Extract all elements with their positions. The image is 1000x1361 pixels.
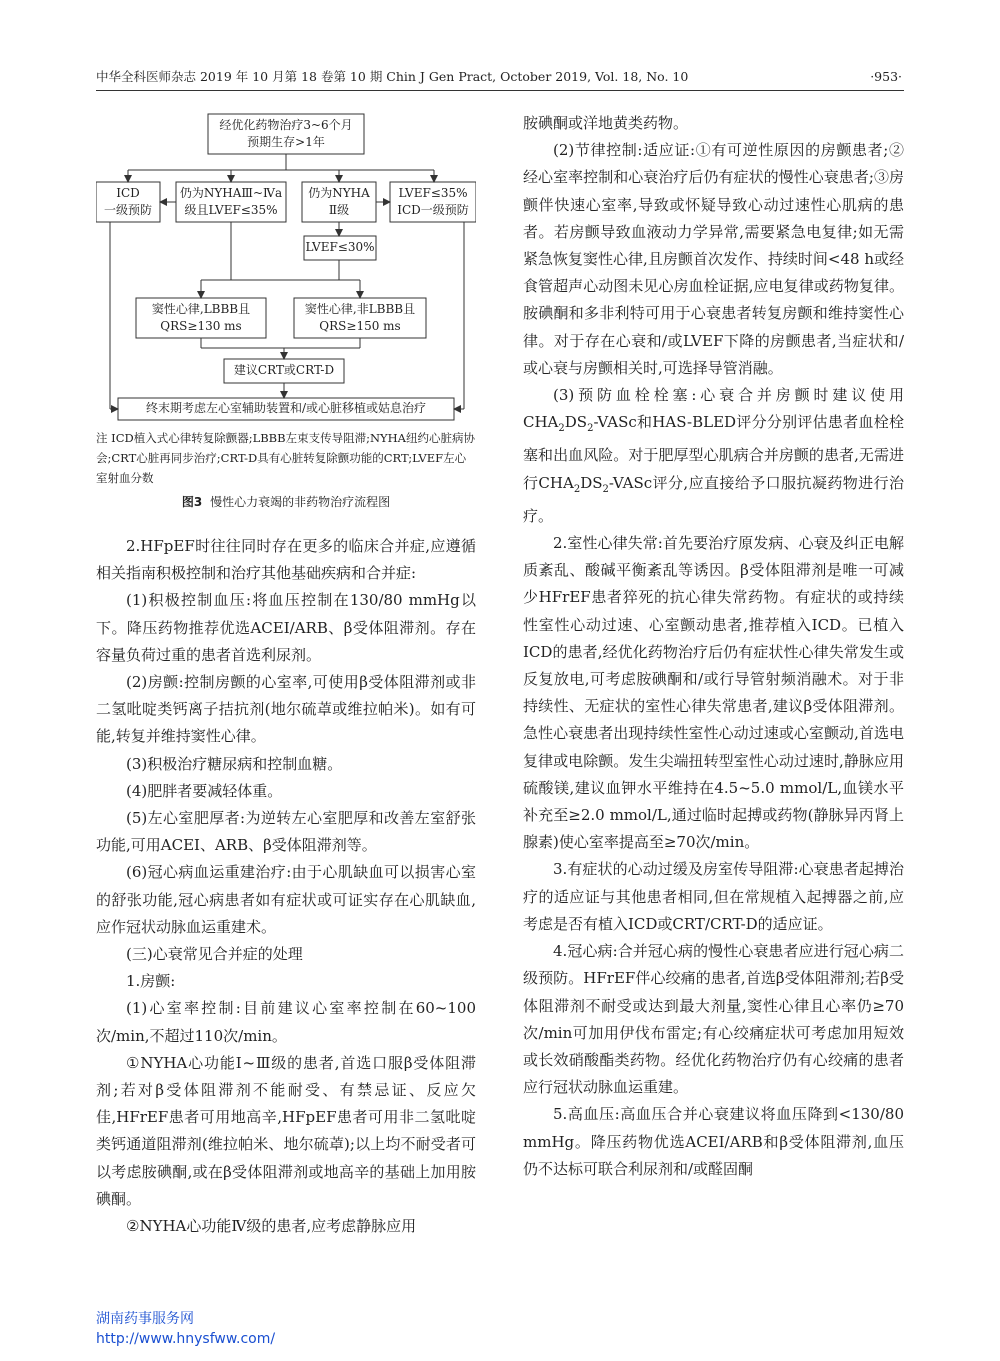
watermark-url[interactable]: http://www.hnysfww.com/ — [96, 1331, 276, 1347]
box-line: 级且LVEF≤35% — [184, 203, 278, 217]
box-icd-primary — [96, 185, 160, 219]
right-column — [523, 110, 904, 1183]
subscript: 2 — [573, 483, 581, 495]
paragraph: (2)节律控制:适应证:①有可逆性原因的房颤患者;②经心室率控制和心衰治疗后仍有症状的慢性心衰患者;③房颤伴快速心室率,导致或怀疑导致心动过速性心肌病的患者。若房颤导致血液动力学异常,需要紧急电复律;如无需紧急恢复窦性心律,且房颤首次发作、持续时间<48 h或经食管超声心动图未见心房血栓证据,应电复律或药物复律。胺碘酮和多非利特可用于心衰患者转复房颤和维持窦性心律。对于存在心衰和/或LVEF下降的房颤患者,当症状和/或心衰与房颤相关时,可选择导管消融。 — [523, 141, 904, 377]
text-run: -VASc评分,应直接给予口服抗凝药物进行治疗。 — [523, 473, 904, 525]
box-line: QRS≥130 ms — [160, 319, 242, 333]
paragraph: 2.室性心律失常:首先要治疗原发病、心衰及纠正电解质紊乱、酸碱平衡紊乱等诱因。β受体阻滞剂是唯一可减少HFrEF患者猝死的抗心律失常药物。有症状的或持续性室性心动过速、心室颤动患者,推荐植入ICD。已植入ICD的患者,经优化药物治疗后仍有症状性心律失常发生或反复放电,可考虑胺碘酮和/或行导管射频消融术。对于非持续性、无症状的室性心律失常患者,建议β受体阻滞剂。急性心衰患者出现持续性室性心动过速或心室颤动,首选电复律或电除颤。发生尖端扭转型室性心动过速时,静脉应用硫酸镁,建议血钾水平维持在4.5~5.0 mmol/L,血镁水平补充至≥2.0 mmol/L,通过临时起搏或药物(静脉异丙肾上腺素)使心室率提高至≥70次/min。 — [523, 534, 904, 852]
section-heading: (三)心衰常见合并症的处理 — [126, 945, 303, 964]
subscript: 2 — [587, 423, 594, 435]
left-column — [96, 533, 476, 1240]
running-header — [96, 66, 902, 88]
box-crt: 建议CRT或CRT-D — [233, 363, 335, 377]
box-line: 经优化药物治疗3~6个月 — [219, 118, 353, 132]
subscript: 2 — [558, 423, 565, 435]
paragraph: ①NYHA心功能Ⅰ~Ⅲ级的患者,首选口服β受体阻滞剂;若对β受体阻滞剂不能耐受、有禁忌证、反应欠佳,HFrEF患者可用地高辛,HFpEF患者可用非二氢吡啶类钙通道阻滞剂(维拉帕米、地尔硫䓬);以上均不耐受者可以考虑胺碘酮,或在β受体阻滞剂或地高辛的基础上加用胺碘酮。 — [96, 1053, 476, 1208]
journal-citation: 中华全科医师杂志 2019 年 10 月第 18 卷第 10 期 Chin J Gen Pract, October 2019, Vol. 18, No. 10 — [96, 69, 689, 84]
page-number: ·953· — [870, 69, 902, 84]
paragraph: (1)心室率控制:目前建议心室率控制在60~100次/min,不超过110次/min。 — [96, 999, 476, 1045]
caption-text: 慢性心力衰竭的非药物治疗流程图 — [210, 495, 391, 509]
box-line: 窦性心律,非LBBB且 — [304, 302, 416, 316]
text-run: (3)预防血栓栓塞:心衰合并房颤时建议使用CHA — [523, 386, 904, 432]
box-line: ICD一级预防 — [397, 203, 469, 217]
box-nyha-2 — [302, 185, 376, 219]
box-line: Ⅱ级 — [328, 203, 350, 217]
header-rule — [96, 90, 904, 91]
paragraph: (3)积极治疗糖尿病和控制血糖。 — [126, 754, 343, 773]
box-line: 一级预防 — [103, 203, 152, 217]
paragraph: ②NYHA心功能Ⅳ级的患者,应考虑静脉应用 — [126, 1217, 417, 1236]
paragraph: 3.有症状的心动过缓及房室传导阻滞:心衰患者起搏治疗的适应证与其他患者相同,但在常规植入起搏器之前,应考虑是否有植入ICD或CRT/CRT-D的适应证。 — [523, 860, 904, 933]
box-sinus-lbbb — [136, 301, 266, 335]
paragraph: (2)房颤:控制房颤的心室率,可使用β受体阻滞剂或非二氢吡啶类钙离子拮抗剂(地尔硫䓬或维拉帕米)。如有可能,转复并维持窦性心律。 — [96, 673, 476, 746]
paragraph: (5)左心室肥厚者:为逆转左心室肥厚和改善左室舒张功能,可用ACEI、ARB、β受体阻滞剂等。 — [96, 809, 476, 855]
text-run: DS — [564, 413, 588, 432]
box-nyha-3-4 — [176, 185, 286, 219]
paragraph: 4.冠心病:合并冠心病的慢性心衰患者应进行冠心病二级预防。HFrEF伴心绞痛的患者,首选β受体阻滞剂;若β受体阻滞剂不耐受或达到最大剂量,窦性心律且心率仍≥70次/min可加用伊伐布雷定;有心绞痛症状可考虑加用短效或长效硝酸酯类药物。经优化药物治疗仍有心绞痛的患者应行冠状动脉血运重建。 — [523, 942, 904, 1097]
watermark-name: 湖南药事服务网 — [96, 1311, 194, 1327]
box-line: 仍为NYHA — [308, 186, 370, 200]
box-end-stage: 终末期考虑左心室辅助装置和/或心脏移植或姑息治疗 — [145, 401, 427, 415]
box-line: ICD — [116, 186, 140, 200]
box-line: 仍为NYHAⅢ~Ⅳa — [179, 186, 283, 200]
box-line: QRS≥150 ms — [319, 319, 401, 333]
paragraph: (1)积极控制血压:将血压控制在130/80 mmHg以下。降压药物推荐优选ACEI/ARB、β受体阻滞剂。存在容量负荷过重的患者首选利尿剂。 — [96, 591, 476, 664]
paragraph: 1.房颤: — [126, 972, 176, 991]
box-lvef-30: LVEF≤30% — [305, 240, 375, 254]
box-lvef-35 — [390, 185, 476, 219]
paragraph — [523, 382, 904, 530]
subscript: 2 — [602, 483, 609, 495]
box-sinus-non-lbbb — [294, 301, 426, 335]
paragraph: (6)冠心病血运重建治疗:由于心肌缺血可以损害心室的舒张功能,冠心病患者如有症状或可证实存在心肌缺血,应作冠状动脉血运重建术。 — [96, 863, 476, 936]
flowchart-connectors — [96, 108, 476, 428]
paragraph: 胺碘酮或洋地黄类药物。 — [523, 114, 689, 132]
text-run: DS — [580, 473, 603, 492]
text-run: -VASc和HAS-BLED评分分别评估患者血栓栓塞和出血风险。对于肥厚型心肌病合并房颤的患者,无需进行CHA — [523, 413, 904, 492]
box-line: LVEF≤35% — [398, 186, 468, 200]
box-optimized-therapy — [208, 117, 364, 151]
figure-note: 注 ICD植入式心律转复除颤器;LBBB左束支传导阻滞;NYHA纽约心脏病协会;CRT心脏再同步治疗;CRT-D具有心脏转复除颤功能的CRT;LVEF左心室射血分数 — [96, 431, 475, 485]
figure-caption — [96, 493, 476, 510]
caption-label: 图3 — [181, 495, 203, 509]
box-line: 预期生存>1年 — [247, 135, 325, 149]
watermark — [96, 1309, 275, 1349]
paragraph: (4)肥胖者要减轻体重。 — [126, 781, 283, 800]
box-line: 窦性心律,LBBB且 — [151, 302, 251, 316]
paragraph: 2.HFpEF时往往同时存在更多的临床合并症,应遵循相关指南积极控制和治疗其他基础疾病和合并症: — [96, 537, 476, 583]
paragraph: 5.高血压:高血压合并心衰建议将血压降到<130/80 mmHg。降压药物优选ACEI/ARB和β受体阻滞剂,血压仍不达标可联合利尿剂和/或醛固酮 — [523, 1105, 904, 1178]
